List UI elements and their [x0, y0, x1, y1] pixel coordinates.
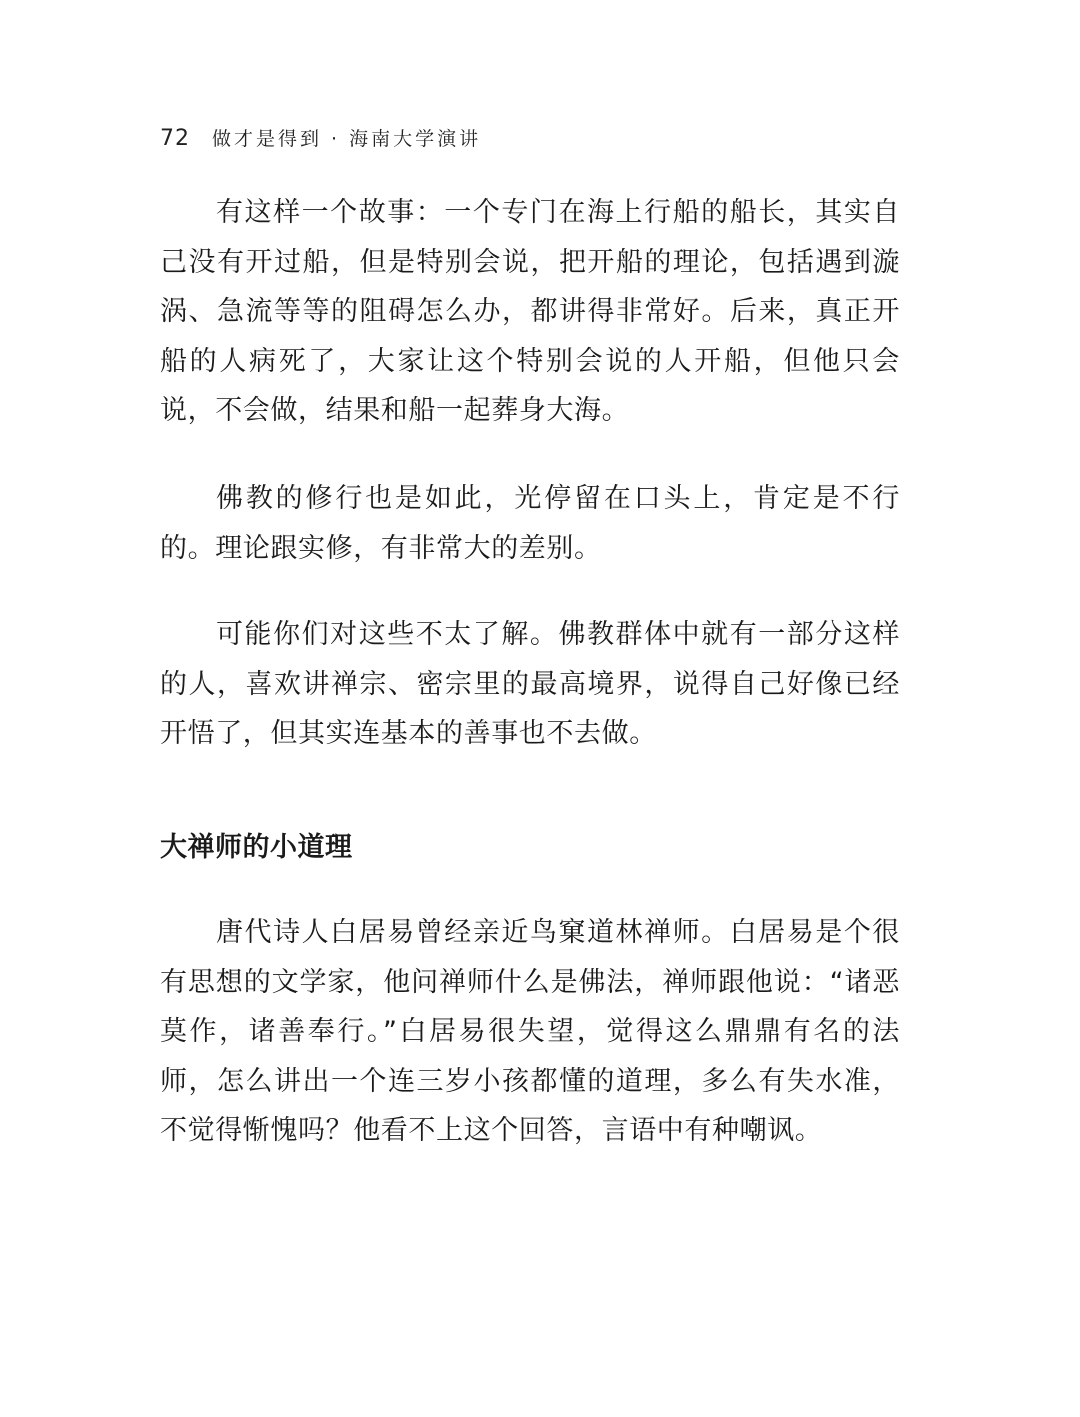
- paragraph-3-block: [160, 610, 900, 759]
- paragraph-1-block: [160, 188, 900, 436]
- section-paragraph-block: [160, 908, 900, 1156]
- section-paragraph: 唐代诗人白居易曾经亲近鸟窠道林禅师。白居易是个很有思想的文学家，他问禅师什么是佛法，禅师跟他说：“诸恶莫作，诸善奉行。”白居易很失望，觉得这么鼎鼎有名的法师，怎么讲出一个连三岁小孩都懂的道理，多么有失水准，不觉得惭愧吗？他看不上这个回答，言语中有种嘲讽。: [160, 917, 900, 1146]
- paragraph-2-block: [160, 474, 900, 573]
- running-header: [160, 124, 481, 156]
- running-title: 做才是得到 · 海南大学演讲: [212, 128, 482, 150]
- paragraph-2: 佛教的修行也是如此，光停留在口头上，肯定是不行的。理论跟实修，有非常大的差别。: [160, 483, 900, 564]
- paragraph-3: 可能你们对这些不太了解。佛教群体中就有一部分这样的人，喜欢讲禅宗、密宗里的最高境界，说得自己好像已经开悟了，但其实连基本的善事也不去做。: [160, 619, 900, 749]
- section-heading: 大禅师的小道理: [160, 832, 353, 863]
- paragraph-1: 有这样一个故事：一个专门在海上行船的船长，其实自己没有开过船，但是特别会说，把开船的理论，包括遇到漩涡、急流等等的阻碍怎么办，都讲得非常好。后来，真正开船的人病死了，大家让这个特别会说的人开船，但他只会说，不会做，结果和船一起葬身大海。: [160, 197, 900, 426]
- page-number: 72: [160, 126, 190, 151]
